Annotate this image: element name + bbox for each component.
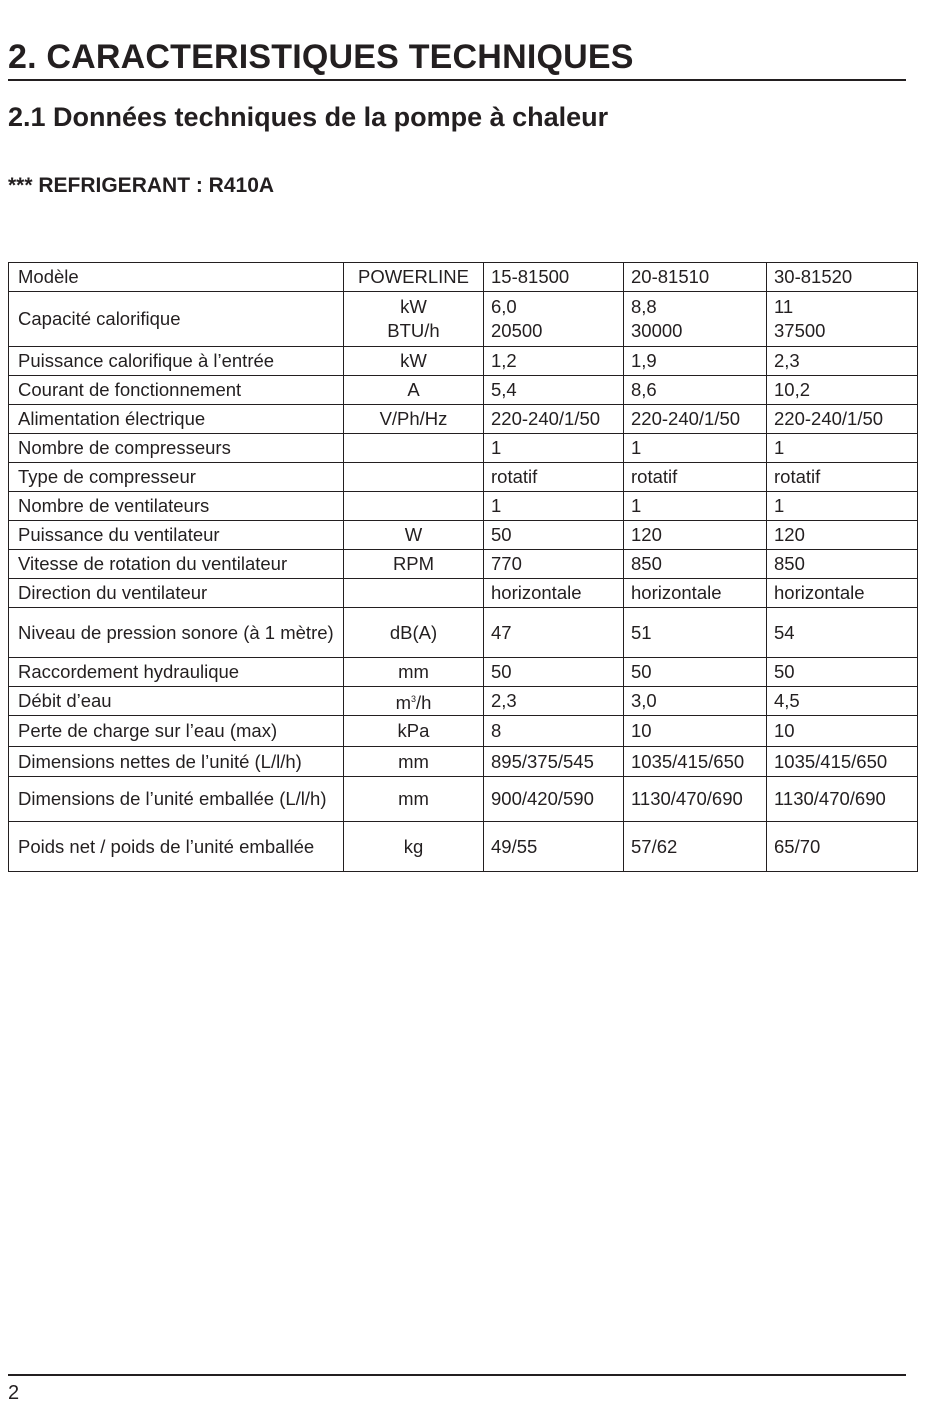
row-label: Nombre de compresseurs [9, 434, 344, 463]
row-value: 1035/415/650 [767, 747, 918, 777]
row-value: 850 [767, 550, 918, 579]
row-value: 220-240/1/50 [767, 405, 918, 434]
value-line: 37500 [774, 320, 826, 341]
table-row [9, 747, 918, 777]
row-value: 5,4 [484, 376, 624, 405]
row-label: Vitesse de rotation du ventilateur [9, 550, 344, 579]
row-value: 1130/470/690 [624, 777, 767, 822]
table-row [9, 463, 918, 492]
row-label: Alimentation électrique [9, 405, 344, 434]
row-value: 1035/415/650 [624, 747, 767, 777]
row-label: Nombre de ventilateurs [9, 492, 344, 521]
title-divider [8, 79, 906, 81]
row-unit [344, 434, 484, 463]
row-unit: RPM [344, 550, 484, 579]
row-value: 54 [767, 608, 918, 658]
row-value: 10 [767, 716, 918, 747]
row-label: Courant de fonctionnement [9, 376, 344, 405]
row-label: Perte de charge sur l’eau (max) [9, 716, 344, 747]
table-row [9, 405, 918, 434]
unit-base: m [395, 692, 411, 713]
row-value: 2,3 [484, 687, 624, 716]
row-unit [344, 687, 484, 716]
value-line: 30000 [631, 320, 683, 341]
row-label: Dimensions nettes de l’unité (L/l/h) [9, 747, 344, 777]
row-label: Débit d’eau [9, 687, 344, 716]
table-row [9, 579, 918, 608]
row-value [767, 292, 918, 347]
table-row [9, 687, 918, 716]
row-value: 2,3 [767, 347, 918, 376]
header-model-cell: 30-81520 [767, 263, 918, 292]
footer-divider [8, 1374, 906, 1376]
row-value: 1130/470/690 [767, 777, 918, 822]
value-line: 20500 [491, 320, 543, 341]
row-unit [344, 463, 484, 492]
row-value: 10,2 [767, 376, 918, 405]
row-value: 57/62 [624, 822, 767, 872]
row-value: 1 [767, 434, 918, 463]
value-line: 11 [774, 296, 794, 317]
row-unit: mm [344, 777, 484, 822]
row-value: 220-240/1/50 [624, 405, 767, 434]
row-value: 51 [624, 608, 767, 658]
table-row [9, 347, 918, 376]
row-unit: mm [344, 747, 484, 777]
table-row [9, 658, 918, 687]
table-row [9, 376, 918, 405]
page-number: 2 [8, 1382, 20, 1404]
row-value: 50 [484, 658, 624, 687]
row-value: horizontale [484, 579, 624, 608]
row-value: horizontale [767, 579, 918, 608]
header-label-cell: Modèle [9, 263, 344, 292]
row-label: Capacité calorifique [9, 292, 344, 347]
row-value: rotatif [767, 463, 918, 492]
technical-data-table [8, 262, 918, 872]
row-label: Puissance calorifique à l’entrée [9, 347, 344, 376]
table-row [9, 550, 918, 579]
row-value: rotatif [484, 463, 624, 492]
row-unit [344, 492, 484, 521]
unit-line: BTU/h [387, 320, 440, 341]
row-value: 1 [767, 492, 918, 521]
row-value: 50 [484, 521, 624, 550]
table-row [9, 777, 918, 822]
table-row [9, 492, 918, 521]
table-row [9, 434, 918, 463]
row-label: Type de compresseur [9, 463, 344, 492]
row-value: 120 [624, 521, 767, 550]
row-unit [344, 292, 484, 347]
row-unit: dB(A) [344, 608, 484, 658]
row-value: 8 [484, 716, 624, 747]
row-value: 49/55 [484, 822, 624, 872]
row-unit: mm [344, 658, 484, 687]
refrigerant-note: *** REFRIGERANT : R410A [8, 174, 275, 197]
row-value: 770 [484, 550, 624, 579]
value-line: 8,8 [631, 296, 657, 317]
row-value: 10 [624, 716, 767, 747]
row-value: 50 [767, 658, 918, 687]
row-label: Raccordement hydraulique [9, 658, 344, 687]
table-row [9, 822, 918, 872]
row-value: 220-240/1/50 [484, 405, 624, 434]
row-value [624, 292, 767, 347]
row-value [484, 292, 624, 347]
row-value: horizontale [624, 579, 767, 608]
table-row [9, 716, 918, 747]
row-value: 3,0 [624, 687, 767, 716]
row-value: 1 [624, 434, 767, 463]
row-value: 1,9 [624, 347, 767, 376]
page-title: 2. CARACTERISTIQUES TECHNIQUES [8, 38, 634, 76]
row-label: Puissance du ventilateur [9, 521, 344, 550]
row-unit [344, 579, 484, 608]
header-model-cell: 20-81510 [624, 263, 767, 292]
row-label: Niveau de pression sonore (à 1 mètre) [9, 608, 344, 658]
row-value: 1 [624, 492, 767, 521]
row-value: 900/420/590 [484, 777, 624, 822]
row-unit: kPa [344, 716, 484, 747]
row-unit: kW [344, 347, 484, 376]
table-row [9, 608, 918, 658]
row-value: 47 [484, 608, 624, 658]
row-label: Direction du ventilateur [9, 579, 344, 608]
unit-line: kW [400, 296, 427, 317]
row-value: 1 [484, 434, 624, 463]
table-row [9, 292, 918, 347]
row-value: 1,2 [484, 347, 624, 376]
value-line: 6,0 [491, 296, 517, 317]
row-value: 65/70 [767, 822, 918, 872]
table-row [9, 521, 918, 550]
section-title: 2.1 Données techniques de la pompe à chaleur [8, 102, 609, 132]
row-unit: kg [344, 822, 484, 872]
row-value: 50 [624, 658, 767, 687]
row-value: 8,6 [624, 376, 767, 405]
unit-tail: /h [416, 692, 432, 713]
unit-superscript: 3 [410, 694, 416, 704]
row-label: Dimensions de l’unité emballée (L/l/h) [9, 777, 344, 822]
row-unit: W [344, 521, 484, 550]
row-value: 120 [767, 521, 918, 550]
row-value: 1 [484, 492, 624, 521]
header-model-cell: 15-81500 [484, 263, 624, 292]
row-value: 850 [624, 550, 767, 579]
row-value: 895/375/545 [484, 747, 624, 777]
row-value: rotatif [624, 463, 767, 492]
row-value: 4,5 [767, 687, 918, 716]
table-header-row [9, 263, 918, 292]
header-series-cell: POWERLINE [344, 263, 484, 292]
row-unit: V/Ph/Hz [344, 405, 484, 434]
row-label: Poids net / poids de l’unité emballée [9, 822, 344, 872]
row-unit: A [344, 376, 484, 405]
